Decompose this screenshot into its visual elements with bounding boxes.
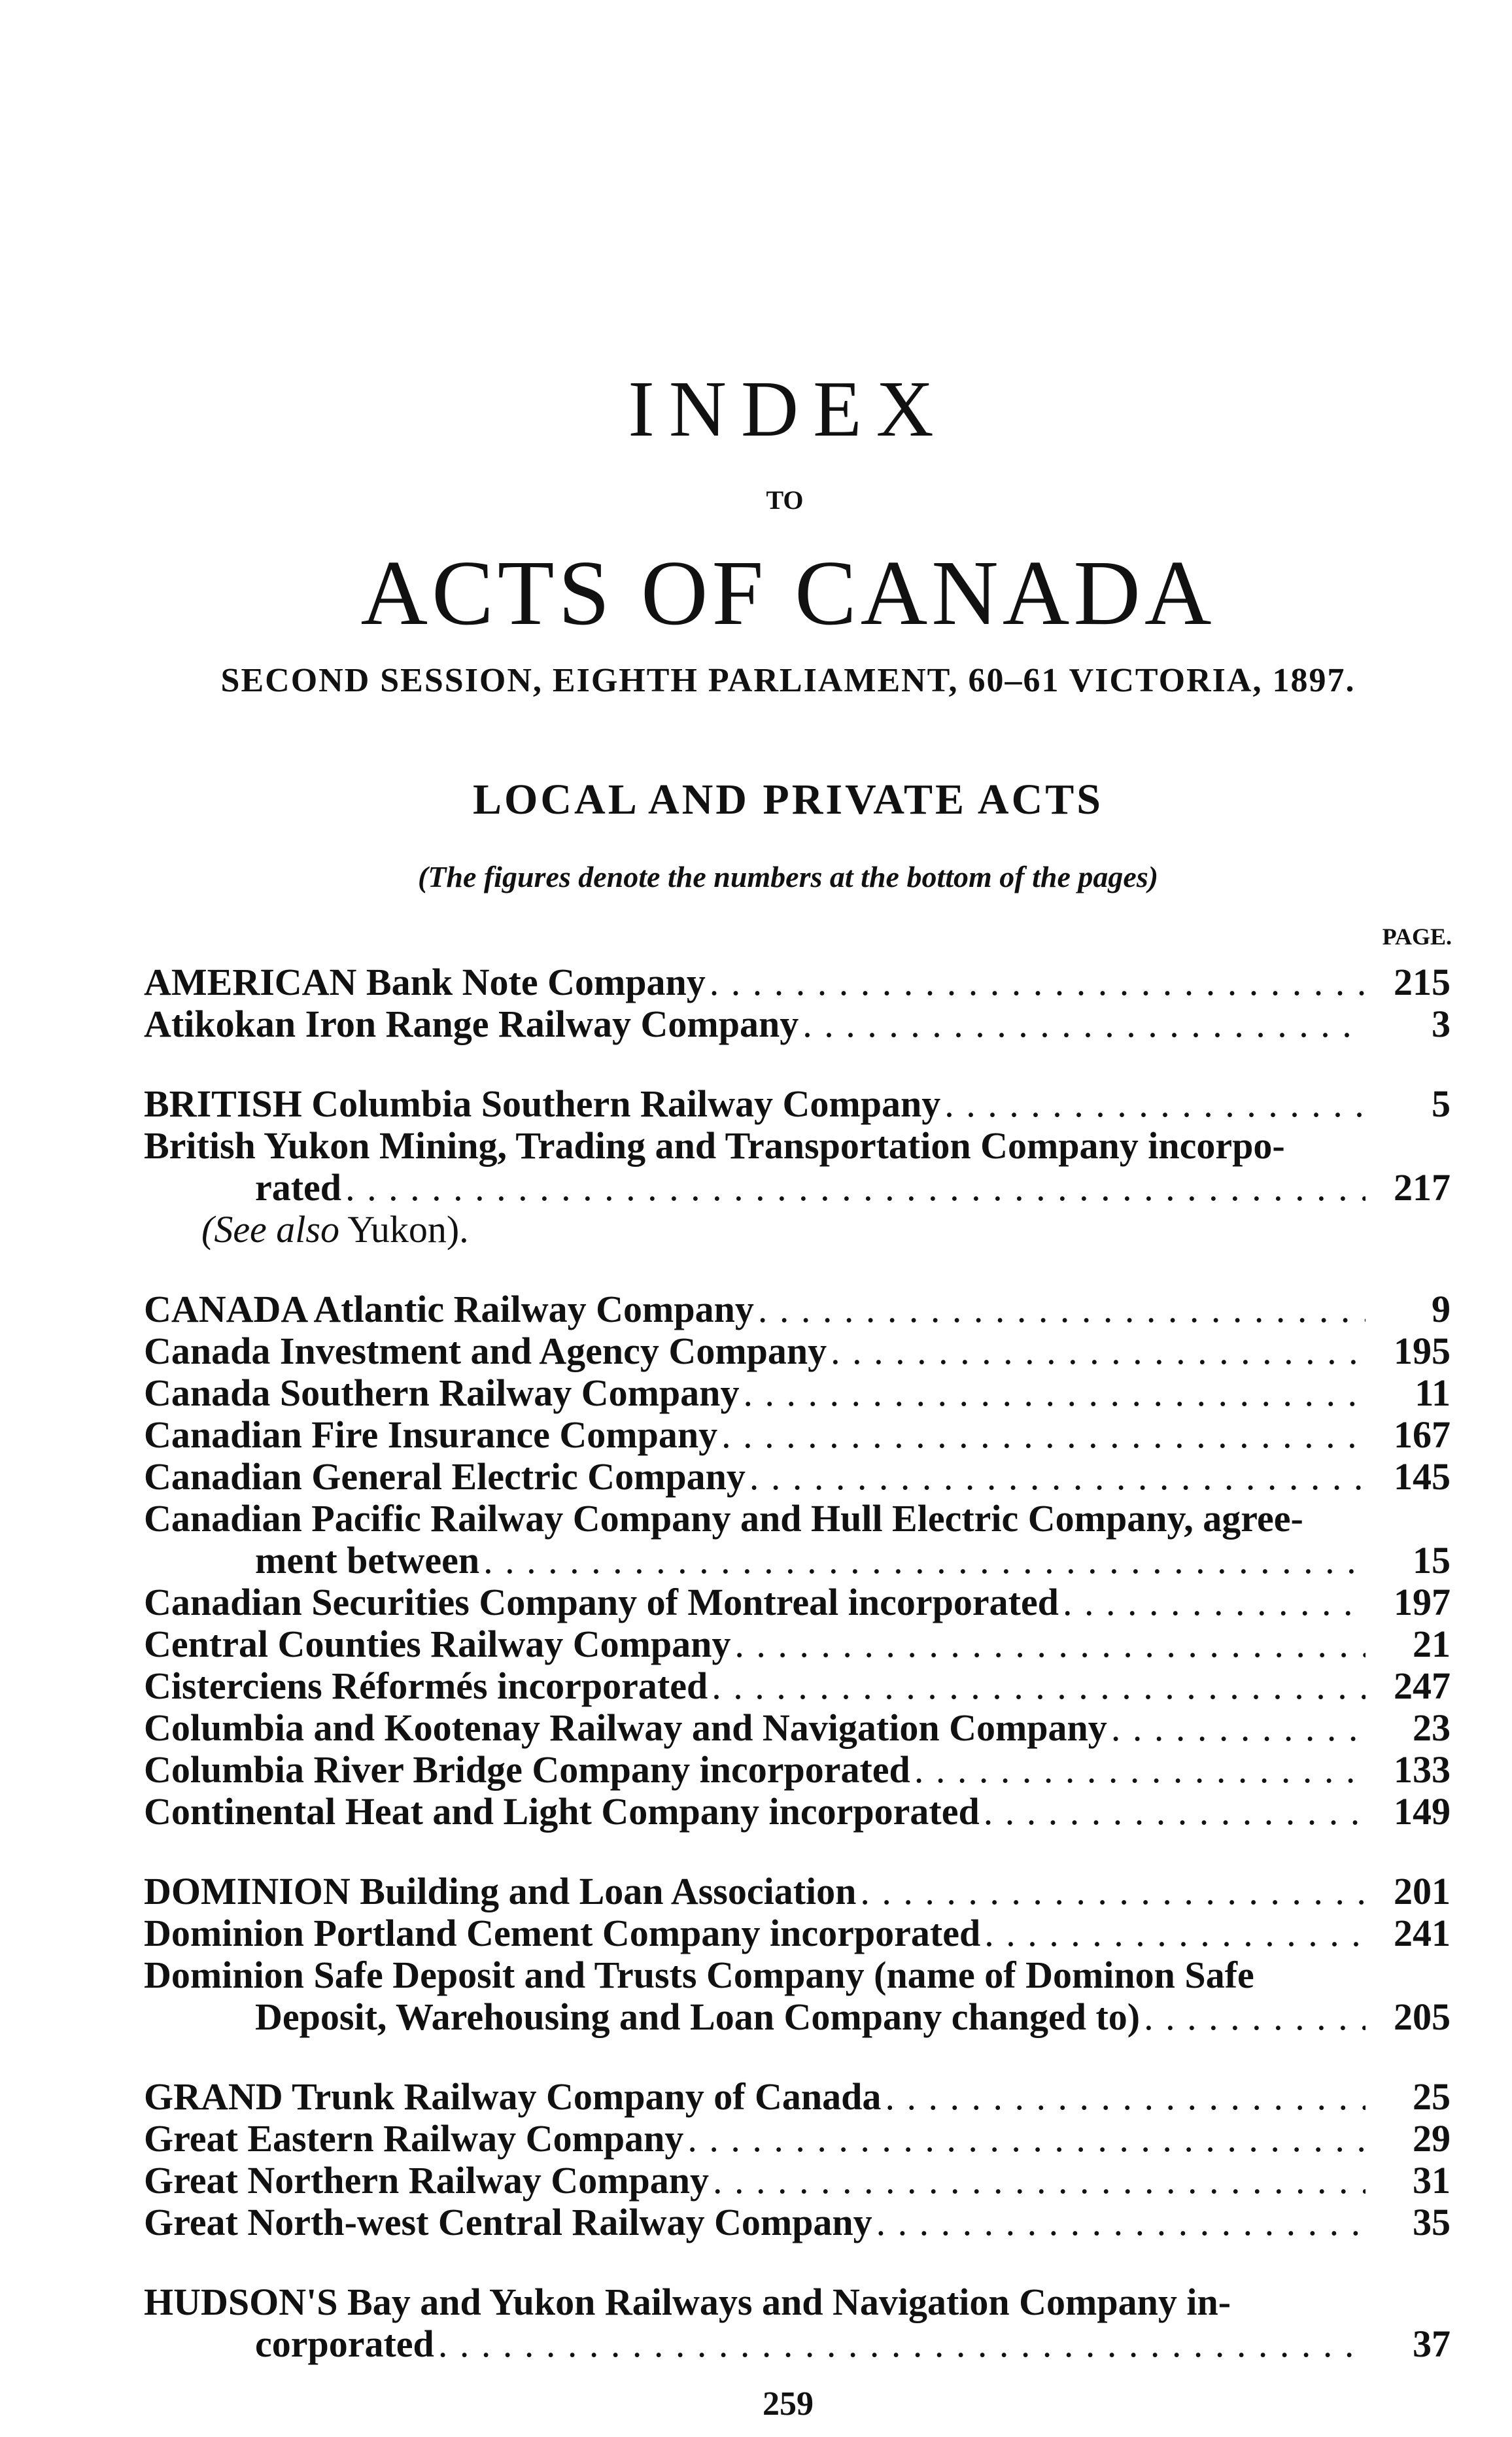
page-number: 259: [763, 2385, 814, 2423]
index-entry: [144, 2076, 1451, 2118]
entry-page: 133: [1394, 1748, 1451, 1791]
index-entries: [144, 961, 1451, 2403]
dot-leader: [758, 1288, 1366, 1330]
index-entry: [144, 1498, 1451, 1581]
entry-page: 37: [1413, 2323, 1451, 2365]
page-column-heading: PAGE.: [1382, 924, 1452, 950]
entry-title: Continental Heat and Light Company incorporated: [144, 1790, 980, 1833]
dot-leader: [876, 2202, 1366, 2243]
index-entry: [144, 1749, 1451, 1791]
entry-page: 29: [1413, 2117, 1451, 2160]
entry-title-continued: Deposit, Warehousing and Loan Company changed to): [255, 1996, 1141, 2038]
entry-title-continued: corporated: [255, 2323, 434, 2365]
entry-page: 23: [1413, 1706, 1451, 1749]
entry-title: Atikokan Iron Range Railway Company: [144, 1003, 799, 1045]
entry-title: Dominion Safe Deposit and Trusts Company (name of Dominon Safe: [144, 1954, 1254, 1996]
dot-leader: [914, 1749, 1366, 1791]
see-also-target: Yukon).: [347, 1208, 469, 1251]
index-entry: [144, 1912, 1451, 1954]
entry-page: 35: [1413, 2201, 1451, 2243]
entry-page: 241: [1394, 1912, 1451, 1954]
index-entry: [144, 1125, 1451, 1209]
index-entry: [144, 2202, 1451, 2243]
entry-title: Great Northern Railway Company: [144, 2159, 710, 2202]
page-number-note: (The figures denote the numbers at the bottom of the pages): [417, 860, 1159, 893]
group-d: [144, 1871, 1451, 2038]
entry-title: Dominion Portland Cement Company incorporated: [144, 1912, 981, 1954]
index-title: INDEX: [628, 365, 948, 453]
index-entry: [144, 2160, 1451, 2202]
dot-leader: [743, 1372, 1366, 1414]
index-entry: [144, 1791, 1451, 1833]
dot-leader: [710, 961, 1366, 1003]
entry-page: 21: [1413, 1623, 1451, 1665]
index-entry: [144, 1003, 1451, 1045]
entry-title: Central Counties Railway Company: [144, 1623, 731, 1665]
entry-page: 149: [1394, 1790, 1451, 1833]
entry-continuation: [144, 1996, 1451, 2038]
entry-title: Canadian Securities Company of Montreal incorporated: [144, 1581, 1059, 1623]
group-g: [144, 2076, 1451, 2243]
dot-leader: [1144, 1996, 1366, 2038]
entry-page: 9: [1432, 1288, 1451, 1330]
entry-title: Cisterciens Réformés incorporated: [144, 1665, 708, 1707]
dot-leader: [483, 1540, 1366, 1581]
entry-page: 31: [1413, 2159, 1451, 2202]
index-entry: [144, 1623, 1451, 1665]
index-entry: [144, 1954, 1451, 2038]
entry-page: 247: [1394, 1665, 1451, 1707]
entry-title: Columbia and Kootenay Railway and Navigation Company: [144, 1706, 1107, 1749]
entry-title: Canadian General Electric Company: [144, 1455, 746, 1498]
section-heading: LOCAL AND PRIVATE ACTS: [473, 776, 1103, 823]
entry-continuation: [144, 1540, 1451, 1581]
dot-leader: [734, 1623, 1366, 1665]
entry-page: 15: [1413, 1539, 1451, 1581]
index-entry: [144, 1456, 1451, 1498]
dot-leader: [802, 1003, 1366, 1045]
dot-leader: [831, 1330, 1366, 1372]
entry-title: HUDSON'S Bay and Yukon Railways and Navigation Company in-: [144, 2281, 1231, 2323]
dot-leader: [345, 1167, 1366, 1209]
dot-leader: [712, 1665, 1366, 1707]
entry-page: 25: [1413, 2075, 1451, 2118]
main-title: ACTS OF CANADA: [360, 541, 1216, 644]
dot-leader: [860, 1871, 1366, 1912]
entry-page: 205: [1394, 1996, 1451, 2038]
index-entry: [144, 1083, 1451, 1125]
entry-title: Columbia River Bridge Company incorporated: [144, 1748, 910, 1791]
group-c: [144, 1288, 1451, 1833]
index-entry: [144, 961, 1451, 1003]
entry-page: 195: [1394, 1330, 1451, 1372]
see-also-note: [144, 1209, 1451, 1251]
entry-title-continued: ment between: [255, 1539, 480, 1581]
dot-leader: [713, 2160, 1366, 2202]
index-entry: [144, 1581, 1451, 1623]
entry-title: Canadian Fire Insurance Company: [144, 1413, 718, 1456]
dot-leader: [885, 2076, 1366, 2118]
entry-page: 11: [1415, 1372, 1451, 1414]
entry-title: DOMINION Building and Loan Association: [144, 1870, 857, 1912]
entry-page: 3: [1432, 1003, 1451, 1045]
see-also-prefix: (See also: [201, 1208, 339, 1251]
group-h: [144, 2281, 1451, 2365]
dot-leader: [1063, 1581, 1366, 1623]
entry-continuation: [144, 1167, 1451, 1209]
entry-page: 217: [1394, 1166, 1451, 1209]
index-entry: [144, 1414, 1451, 1456]
entry-title: CANADA Atlantic Railway Company: [144, 1288, 754, 1330]
entry-continuation: [144, 2323, 1451, 2365]
entry-page: 5: [1432, 1082, 1451, 1125]
index-entry: [144, 2281, 1451, 2365]
dot-leader: [721, 1414, 1366, 1456]
group-b: [144, 1083, 1451, 1251]
entry-title: Great Eastern Railway Company: [144, 2117, 684, 2160]
entry-title-continued: rated: [255, 1166, 342, 1209]
index-entry: [144, 2118, 1451, 2160]
entry-title: Canadian Pacific Railway Company and Hull Electric Company, agree-: [144, 1497, 1303, 1540]
entry-title: Great North-west Central Railway Company: [144, 2201, 872, 2243]
index-entry: [144, 1372, 1451, 1414]
entry-page: 201: [1394, 1870, 1451, 1912]
entry-title: BRITISH Columbia Southern Railway Company: [144, 1082, 941, 1125]
entry-title: British Yukon Mining, Trading and Transportation Company incorpo-: [144, 1124, 1285, 1167]
index-entry: [144, 1871, 1451, 1912]
entry-page: 215: [1394, 961, 1451, 1003]
entry-title: Canada Investment and Agency Company: [144, 1330, 827, 1372]
dot-leader: [438, 2323, 1366, 2365]
dot-leader: [687, 2118, 1366, 2160]
index-entry: [144, 1665, 1451, 1707]
dot-leader: [984, 1791, 1366, 1833]
entry-page: 167: [1394, 1413, 1451, 1456]
entry-title: AMERICAN Bank Note Company: [144, 961, 706, 1003]
entry-title: Canada Southern Railway Company: [144, 1372, 740, 1414]
group-a: [144, 961, 1451, 1045]
entry-page: 197: [1394, 1581, 1451, 1623]
entry-title: GRAND Trunk Railway Company of Canada: [144, 2075, 882, 2118]
dot-leader: [749, 1456, 1366, 1498]
dot-leader: [984, 1912, 1366, 1954]
dot-leader: [1111, 1707, 1366, 1749]
index-entry: [144, 1288, 1451, 1330]
index-entry: [144, 1330, 1451, 1372]
entry-page: 145: [1394, 1455, 1451, 1498]
session-line: SECOND SESSION, EIGHTH PARLIAMENT, 60–61 VICTORIA, 1897.: [220, 662, 1356, 699]
title-connector: TO: [766, 485, 804, 515]
index-entry: [144, 1707, 1451, 1749]
dot-leader: [944, 1083, 1366, 1125]
